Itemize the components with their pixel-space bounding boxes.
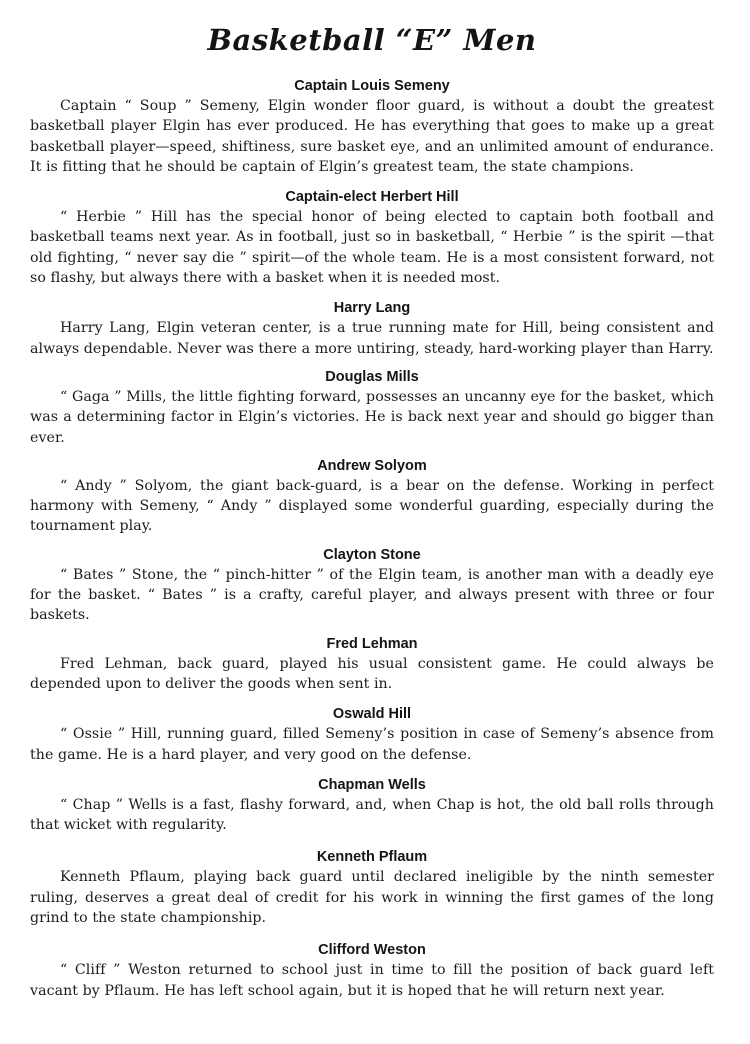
player-entry-solyom [30, 456, 714, 537]
player-name: Kenneth Pflaum [316, 849, 428, 866]
player-description: “ Andy ” Solyom, the giant back-guard, is a bear on the defense. Working in perfect harmony with Semeny, “ Andy ” displayed some wonderful guarding, especially during the tournament play. [30, 477, 714, 535]
player-name: Fred Lehman [326, 635, 418, 652]
player-description: “ Gaga ” Mills, the little fighting forward, possesses an uncanny eye for the basket, which was a determining factor in Elgin’s victories. He is back next year and should go bigger than ever. [30, 388, 714, 446]
player-entry-lang [30, 298, 714, 359]
player-description: “ Herbie ” Hill has the special honor of being elected to captain both football and basketball teams next year. As in football, just so in basketball, “ Herbie ” is the spirit —that old fighting, “ never say die ” spirit—of the whole team. He is a most consistent forward, not so flashy, but always there with a basket when it is needed most. [30, 209, 714, 287]
player-entry-oswald-hill [30, 704, 714, 765]
player-description: Fred Lehman, back guard, played his usual consistent game. He could always be depended upon to deliver the goods when sent in. [30, 655, 714, 692]
player-entry-mills [30, 367, 714, 448]
page [30, 18, 714, 1001]
player-description: “ Cliff ” Weston returned to school just in time to fill the position of back guard left vacant by Pflaum. He has left school again, but it is hoped that he will return next year. [30, 962, 714, 999]
player-entry-wells [30, 775, 714, 836]
player-description: “ Bates ” Stone, the “ pinch-hitter ” of the Elgin team, is another man with a deadly eye for the basket. “ Bates ” is a crafty, careful player, and always present with three or four baskets. [30, 566, 714, 624]
player-entry-stone [30, 545, 714, 626]
player-name: Clifford Weston [318, 942, 426, 959]
player-name: Clayton Stone [323, 546, 421, 563]
player-entry-lehman [30, 634, 714, 695]
player-name: Captain Louis Semeny [294, 78, 450, 94]
page-title: Basketball “E” Men [207, 23, 537, 57]
player-name: Chapman Wells [318, 776, 426, 793]
player-entry-pflaum [30, 847, 714, 928]
player-entry-semeny [30, 76, 714, 177]
player-description: Kenneth Pflaum, playing back guard until declared ineligible by the ninth semester ruling, deserves a great deal of credit for his work in winning the first games of the long grind to the state championship. [30, 869, 714, 927]
player-name: Captain-elect Herbert Hill [285, 189, 459, 206]
player-entry-herbert-hill [30, 187, 714, 288]
player-name: Harry Lang [333, 300, 411, 317]
player-entry-weston [30, 940, 714, 1001]
player-description: Harry Lang, Elgin veteran center, is a true running mate for Hill, being consistent and always dependable. Never was there a more untiring, steady, hard-working player than Harry. [30, 320, 714, 357]
player-name: Oswald Hill [332, 706, 412, 723]
player-description: “ Ossie ” Hill, running guard, filled Semeny’s position in case of Semeny’s absence from the game. He is a hard player, and very good on the defense. [30, 726, 714, 763]
player-description: “ Chap ” Wells is a fast, flashy forward, and, when Chap is hot, the old ball rolls through that wicket with regularity. [30, 796, 714, 834]
player-name: Douglas Mills [325, 368, 419, 385]
player-name: Andrew Solyom [317, 457, 427, 474]
player-description: Captain “ Soup ” Semeny, Elgin wonder floor guard, is without a doubt the greatest basketball player Elgin has ever produced. He has everything that goes to make up a great basketball player—speed, shiftiness, sure basket eye, and an unlimited amount of endurance. It is fitting that he should be captain of Elgin’s greatest team, the state champions. [30, 98, 714, 175]
